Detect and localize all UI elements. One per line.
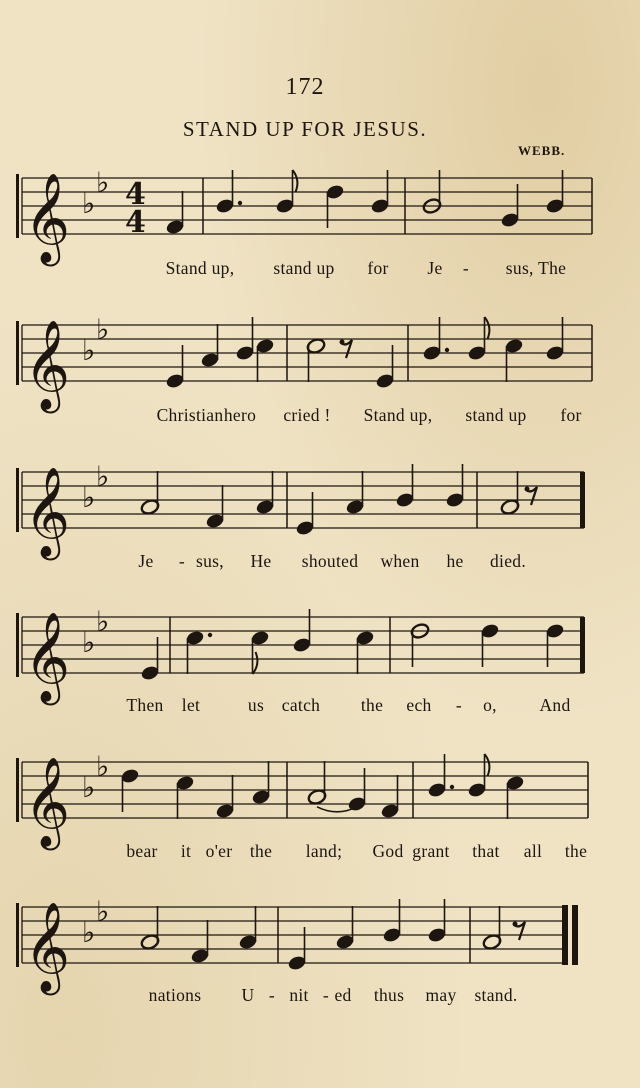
lyric-syllable: the [249,841,273,861]
quarter-note [255,337,275,382]
lyric-syllable: catch [281,695,321,715]
lyric-syllable: shouted [301,551,359,571]
quarter-note [380,775,400,820]
quarter-note [335,906,355,951]
quarter-note [200,324,220,369]
treble-clef-icon: 𝄞 [24,757,71,847]
quarter-note [215,775,235,820]
music-system-2 [0,285,640,425]
lyric-syllable: ech [406,695,432,715]
quarter-note [504,337,524,382]
lyric-syllable: sus, The [505,258,567,278]
system-bracket [16,468,19,532]
final-barline [580,617,585,673]
treble-clef-icon: 𝄞 [24,173,71,263]
lyric-syllable: U [241,985,255,1005]
half-note [140,471,160,516]
flat-icon: ♭ [82,626,96,659]
lyric-syllable: he [446,551,464,571]
lyric-syllable: let [181,695,201,715]
quarter-note [251,761,271,806]
quarter-note [205,485,225,530]
lyric-syllable: - [268,985,276,1005]
lyric-syllable: died. [489,551,527,571]
lyric-syllable: Stand up, [363,405,433,425]
quarter-note [345,471,365,516]
final-barline [572,905,578,965]
flat-icon: ♭ [96,605,110,638]
lyric-syllable: for [560,405,582,425]
quarter-note [238,906,258,951]
lyric-syllable: all [523,841,543,861]
lyric-syllable: o'er [205,841,233,861]
lyric-syllable: - [462,258,470,278]
lyric-syllable: Je [138,551,154,571]
treble-clef-icon: 𝄞 [24,320,71,410]
quarter-note [255,471,275,516]
final-barline [580,472,585,528]
quarter-note [505,774,525,819]
lyric-syllable: Then [126,695,164,715]
half-note [500,471,520,516]
lyric-syllable: He [250,551,272,571]
time-signature-digit: 4 [125,205,146,240]
lyric-syllable: sus, [196,551,224,571]
lyrics-line-6 [0,985,640,1009]
lyric-syllable: when [380,551,420,571]
lyric-syllable: - [455,695,463,715]
half-note [307,761,327,806]
system-bracket [16,903,19,967]
eighth-rest-dot [525,487,530,492]
lyric-syllable: bear [126,841,158,861]
page-number: 172 [285,74,325,100]
lyric-syllable: cried ! [283,405,331,425]
flat-icon: ♭ [82,481,96,514]
lyric-syllable: the [360,695,384,715]
lyric-syllable: stand. [474,985,518,1005]
lyric-syllable: stand up [465,405,527,425]
quarter-note [185,629,212,674]
quarter-note [165,191,185,236]
lyrics-line-2 [0,405,640,429]
system-bracket [16,613,19,677]
lyric-syllable: land; [305,841,343,861]
lyrics-line-1 [0,258,640,282]
lyric-syllable: hero [223,405,257,425]
treble-clef-icon: 𝄞 [24,612,71,702]
treble-clef-icon: 𝄞 [24,902,71,992]
lyric-syllable: that [472,841,500,861]
lyrics-line-4 [0,695,640,719]
staff [0,285,640,425]
lyric-syllable: it [180,841,192,861]
lyric-syllable: ed [334,985,352,1005]
flat-icon: ♭ [96,460,110,493]
treble-clef-icon: 𝄞 [24,467,71,557]
lyric-syllable: nations [148,985,202,1005]
composer-name: WEBB. [518,143,566,158]
quarter-note [355,629,375,674]
lyric-syllable: for [367,258,389,278]
flat-icon: ♭ [96,313,110,346]
hymn-title: STAND UP FOR JESUS. [182,117,428,141]
lyric-syllable: nit [289,985,309,1005]
lyric-syllable: us [247,695,265,715]
half-note [482,906,502,951]
staff [0,138,640,278]
lyric-syllable: Stand up, [165,258,235,278]
lyric-syllable: thus [373,985,405,1005]
flat-icon: ♭ [82,771,96,804]
lyric-syllable: the [564,841,588,861]
lyric-syllable: Je [427,258,443,278]
eighth-note [250,629,270,674]
half-note [306,337,326,382]
lyric-syllable: And [539,695,571,715]
lyrics-line-3 [0,551,640,575]
flat-icon: ♭ [96,895,110,928]
lyric-syllable: may [425,985,457,1005]
lyric-syllable: God [372,841,404,861]
lyric-syllable: Christian [156,405,224,425]
system-bracket [16,174,19,238]
lyric-syllable: - [322,985,330,1005]
quarter-note [175,774,195,819]
eighth-rest-dot [340,340,345,345]
lyric-syllable: - [178,551,186,571]
lyrics-line-5 [0,841,640,865]
system-bracket [16,321,19,385]
lyric-syllable: grant [412,841,450,861]
flat-icon: ♭ [82,187,96,220]
lyric-syllable: o, [483,695,497,715]
time-signature-digit: 4 [125,177,146,212]
flat-icon: ♭ [82,916,96,949]
eighth-rest-dot [513,922,518,927]
music-system-1 [0,138,640,278]
final-barline [562,905,568,965]
flat-icon: ♭ [82,334,96,367]
quarter-note [190,920,210,965]
system-bracket [16,758,19,822]
flat-icon: ♭ [96,750,110,783]
flat-icon: ♭ [96,166,110,199]
lyric-syllable: stand up [273,258,335,278]
half-note [140,906,160,951]
